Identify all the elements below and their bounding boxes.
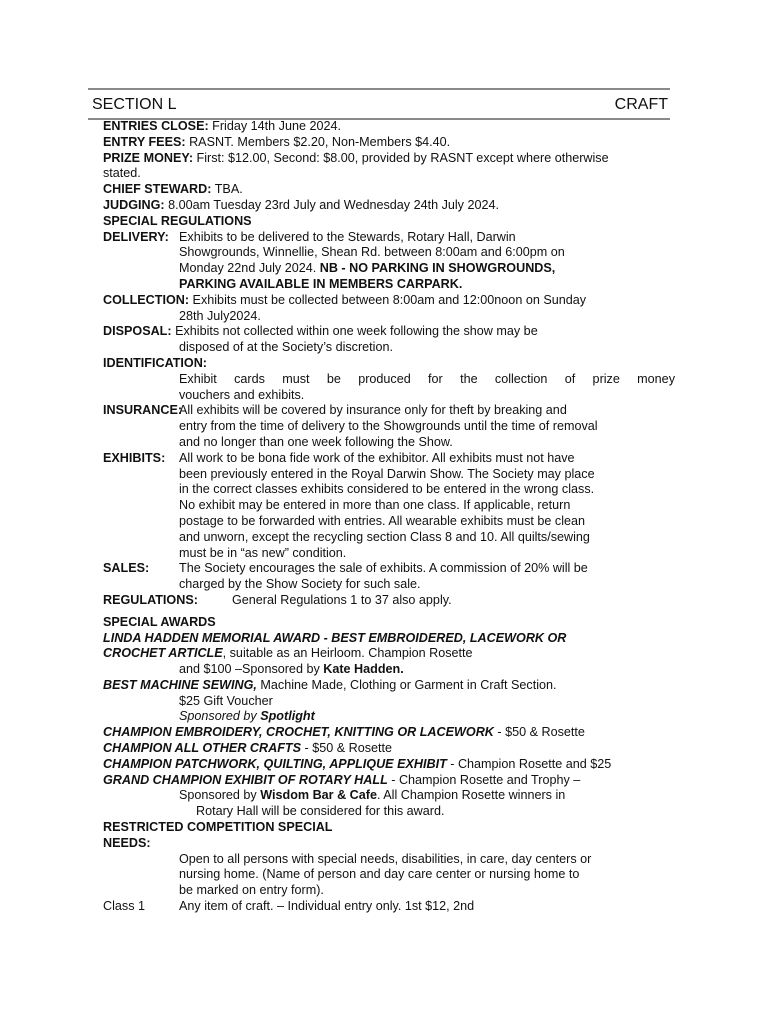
section-header [88, 88, 670, 120]
collection-value: Exhibits must be collected between 8:00am and 12:00noon on Sunday [189, 292, 587, 307]
machine-sewing-sponsor-line [103, 709, 675, 725]
judging-value: 8.00am Tuesday 23rd July and Wednesday 24th July 2024. [164, 197, 499, 212]
sales-line-2: charged by the Show Society for such sale. [179, 577, 421, 592]
delivery-line-3-text: Monday 22nd July 2024. [179, 261, 320, 276]
exhibits-line-3: in the correct classes exhibits considered to be entered in the wrong class. [179, 482, 595, 497]
linda-hadden-award-title: LINDA HADDEN MEMORIAL AWARD - BEST EMBROIDERED, LACEWORK OR [103, 630, 567, 645]
disposal-line-2: disposed of at the Society’s discretion. [179, 340, 393, 355]
insurance-row [103, 403, 675, 419]
prize-money-value: First: $12.00, Second: $8.00, provided by RASNT except where otherwise [193, 150, 609, 165]
entry-fees-line [103, 135, 675, 151]
collection-line-2: 28th July2024. [179, 308, 261, 323]
special-regulations-heading: SPECIAL REGULATIONS [103, 213, 252, 228]
regulations-value: General Regulations 1 to 37 also apply. [232, 592, 452, 607]
regulations-label: REGULATIONS: [103, 592, 198, 607]
champion-patchwork-prize: - Champion Rosette and $25 [446, 756, 612, 771]
machine-sewing-sponsor: Spotlight [260, 709, 315, 724]
insurance-line-1: All exhibits will be covered by insurance only for theft by breaking and [179, 403, 567, 418]
sales-row [103, 561, 675, 577]
machine-sewing-line [103, 678, 675, 694]
grand-champion-line-2 [103, 788, 675, 804]
delivery-parking-notice: NB - NO PARKING IN SHOWGROUNDS, [319, 261, 556, 276]
grand-champion-line [103, 773, 675, 789]
class-1-row [103, 899, 675, 915]
linda-hadden-prize: and $100 –Sponsored by [179, 662, 324, 677]
delivery-carpark-notice: PARKING AVAILABLE IN MEMBERS CARPARK. [179, 276, 463, 291]
champion-other-crafts-title: CHAMPION ALL OTHER CRAFTS [103, 741, 301, 756]
linda-hadden-award-line-2 [103, 646, 675, 662]
linda-hadden-sponsor: Kate Hadden. [323, 662, 404, 677]
identification-label: IDENTIFICATION: [103, 355, 208, 370]
prize-money-line [103, 151, 675, 167]
exhibits-line-1: All work to be bona fide work of the exhibitor. All exhibits must not have [179, 450, 575, 465]
delivery-line-2: Showgrounds, Winnellie, Shean Rd. between 8:00am and 6:00pm on [179, 245, 565, 260]
chief-steward-line [103, 182, 675, 198]
restricted-heading-2: NEEDS: [103, 835, 151, 850]
machine-sewing-prize: $25 Gift Voucher [179, 693, 273, 708]
delivery-label: DELIVERY: [103, 229, 169, 244]
exhibits-line-6: and unworn, except the recycling section Class 8 and 10. All quilts/sewing [179, 529, 590, 544]
restricted-heading: RESTRICTED COMPETITION SPECIAL [103, 820, 333, 835]
grand-champion-prize: - Champion Rosette and Trophy – [387, 772, 581, 787]
category-title: CRAFT [614, 96, 668, 113]
entry-fees-label: ENTRY FEES: [103, 134, 186, 149]
champion-other-crafts-line [103, 741, 675, 757]
champion-patchwork-title: CHAMPION PATCHWORK, QUILTING, APPLIQUE EXHIBIT [103, 756, 447, 771]
machine-sewing-sponsored-by: Sponsored by [179, 709, 261, 724]
exhibits-line-2: been previously entered in the Royal Darwin Show. The Society may place [179, 466, 595, 481]
entries-close-label: ENTRIES CLOSE: [103, 119, 209, 133]
schedule-content [103, 119, 675, 915]
insurance-label: INSURANCE: [103, 403, 183, 418]
grand-champion-note: . All Champion Rosette winners in [376, 788, 566, 803]
champion-embroidery-prize: - $50 & Rosette [493, 725, 585, 740]
class-1-label: Class 1 [103, 899, 145, 914]
exhibits-label: EXHIBITS: [103, 450, 166, 465]
section-title: SECTION L [92, 96, 177, 113]
machine-sewing-title: BEST MACHINE SEWING, [103, 677, 257, 692]
grand-champion-sponsor: Wisdom Bar & Cafe [260, 788, 377, 803]
linda-hadden-award-title-2: CROCHET ARTICLE [103, 646, 223, 661]
regulations-row [103, 593, 675, 609]
delivery-line-3 [103, 261, 675, 277]
machine-sewing-desc: Machine Made, Clothing or Garment in Craft Section. [256, 677, 557, 692]
prize-money-label: PRIZE MONEY: [103, 150, 194, 165]
judging-line [103, 198, 675, 214]
linda-hadden-award-desc: , suitable as an Heirloom. Champion Rosette [222, 646, 473, 661]
linda-hadden-award-line-3 [103, 662, 675, 678]
exhibits-row [103, 451, 675, 467]
class-1-text: Any item of craft. – Individual entry only. 1st $12, 2nd [179, 899, 475, 914]
special-awards-heading: SPECIAL AWARDS [103, 614, 216, 629]
restricted-line-3: be marked on entry form). [179, 883, 324, 898]
exhibits-line-4: No exhibit may be entered in more than one class. If applicable, return [179, 498, 571, 513]
insurance-line-3: and no longer than one week following the Show. [179, 434, 453, 449]
grand-champion-title: GRAND CHAMPION EXHIBIT OF ROTARY HALL [103, 772, 388, 787]
delivery-row [103, 230, 675, 246]
champion-embroidery-title: CHAMPION EMBROIDERY, CROCHET, KNITTING OR LACEWORK [103, 725, 494, 740]
disposal-value: Exhibits not collected within one week following the show may be [171, 324, 538, 339]
grand-champion-line-3: Rotary Hall will be considered for this award. [196, 804, 445, 819]
collection-line [103, 293, 675, 309]
sales-line-1: The Society encourages the sale of exhibits. A commission of 20% will be [179, 561, 588, 576]
entry-fees-value: RASNT. Members $2.20, Non-Members $4.40. [185, 134, 451, 149]
delivery-line-1: Exhibits to be delivered to the Stewards, Rotary Hall, Darwin [179, 229, 516, 244]
insurance-line-2: entry from the time of delivery to the Showgrounds until the time of removal [179, 419, 598, 434]
exhibits-line-5: postage to be forwarded with entries. All wearable exhibits must be clean [179, 513, 586, 528]
prize-money-line-2: stated. [103, 166, 141, 181]
identification-line-1: Exhibit cards must be produced for the collection of prize money [179, 371, 675, 386]
disposal-line [103, 324, 675, 340]
champion-patchwork-line [103, 757, 675, 773]
judging-label: JUDGING: [103, 197, 165, 212]
restricted-line-1: Open to all persons with special needs, disabilities, in care, day centers or [179, 851, 592, 866]
collection-label: COLLECTION: [103, 292, 190, 307]
exhibits-line-7: must be in “as new” condition. [179, 545, 347, 560]
identification-body [103, 372, 675, 404]
champion-other-crafts-prize: - $50 & Rosette [301, 741, 393, 756]
chief-steward-value: TBA. [211, 182, 243, 197]
chief-steward-label: CHIEF STEWARD: [103, 182, 212, 197]
grand-champion-sponsored-by: Sponsored by [179, 788, 261, 803]
entries-close-value: Friday 14th June 2024. [208, 119, 341, 133]
restricted-line-2: nursing home. (Name of person and day care center or nursing home to [179, 867, 580, 882]
identification-line-2: vouchers and exhibits. [179, 387, 305, 402]
champion-embroidery-line [103, 725, 675, 741]
sales-label: SALES: [103, 561, 150, 576]
disposal-label: DISPOSAL: [103, 324, 172, 339]
entries-close-line [103, 119, 675, 135]
